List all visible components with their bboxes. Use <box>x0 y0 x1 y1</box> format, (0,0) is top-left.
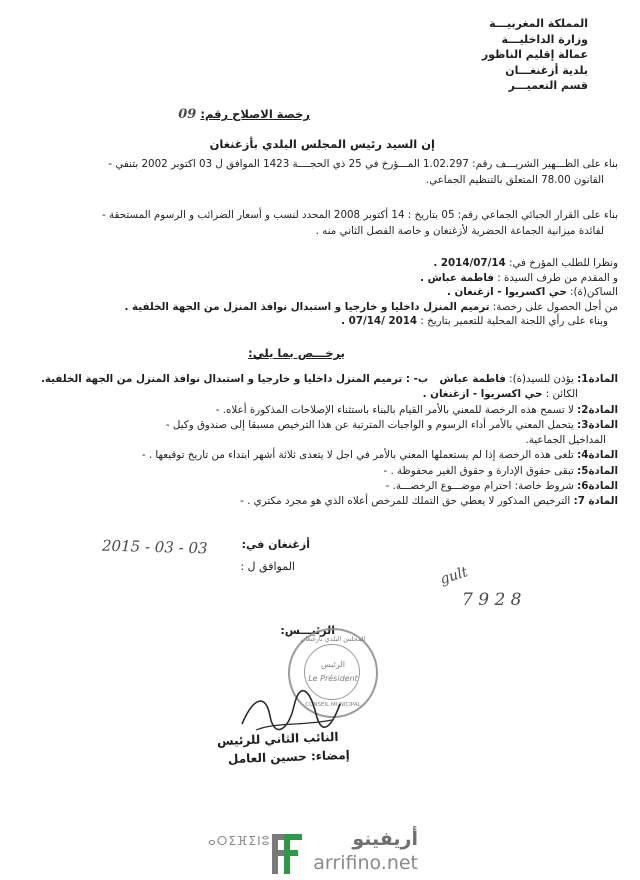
article-2-label: المادة2: <box>577 403 618 416</box>
article-7-bullet <box>240 495 618 507</box>
article-4-text: تلغى هذه الرخصة إذا لم يستعملها المعني بالأمر في اجل لا يتعدى ثلاثة أشهر ابتداء من تاريخ توقيعها . <box>148 449 574 462</box>
handwritten-note-number: 7 9 2 8 <box>462 590 522 610</box>
article-5-bullet <box>383 465 618 477</box>
president-heading: إن السيد رئيس المجلس البلدي بأزغنغان <box>209 137 435 151</box>
article-2-bullet <box>216 404 618 416</box>
letterhead-line-province: عمالة إقليم الناظور <box>481 48 588 61</box>
resident-line <box>28 285 618 300</box>
letterhead <box>418 16 588 94</box>
purpose-value: ترميم المنزل داخليا و خارجيا و استبدال نوافذ المنزل من الجهة الخلفية . <box>124 300 490 313</box>
article-1-place-label: الكائن : <box>545 388 578 401</box>
letterhead-line-department: قسم التعميـــر <box>508 79 588 92</box>
request-date-line <box>28 256 618 271</box>
letterhead-line-kingdom: المملكة المغربيـــة <box>489 17 588 30</box>
watermark-arabic: أريفينو <box>352 828 418 850</box>
article-6-bullet <box>386 480 618 492</box>
article-1-label: المادة1: <box>577 373 618 385</box>
article-4-bullet <box>142 449 618 461</box>
request-label: ونظرا للطلب المؤرخ في: <box>508 257 618 269</box>
request-block <box>28 256 618 329</box>
preamble-dahir-line-2: القانون 78.00 المتعلق بالتنظيم الجماعي. <box>425 174 604 186</box>
article-4-label: المادة4: <box>577 449 618 462</box>
article-6-text: شروط خاصة: احترام موضـــوع الرخصـــة. <box>392 480 574 493</box>
article-5 <box>28 464 618 479</box>
watermark-latin: arrifino.net <box>313 852 418 874</box>
article-7-text: الترخيص المذكور لا يعطي حق التملك للمرخص أعلاه الذي هو مجرد مكتري . <box>247 495 571 508</box>
article-3-bullet <box>166 419 618 431</box>
article-2-text: لا تسمح هذه الرخصة للمعني بالأمر القيام بالبناء باستثناء الإصلاحات المذكورة أعلاه. <box>222 403 574 416</box>
article-5-label: المادة5: <box>577 464 618 477</box>
site-watermark <box>208 828 418 878</box>
article-6-label: المادة6: <box>577 480 618 493</box>
preamble-dahir <box>28 156 618 188</box>
articles <box>28 372 618 510</box>
preamble-fiscal-line-2: لفائدة ميزانية الجماعة الحضرية لأزغنغان و خاصة الفصل الثاني منه . <box>315 225 604 237</box>
resident-label: الساكن(ة): <box>570 286 618 298</box>
resident-value: حي اكسريوا - ازغنغان . <box>446 286 567 298</box>
article-1-place-value: حي اكسريوا - ازغنغان . <box>422 388 543 401</box>
article-2 <box>28 403 618 418</box>
watermark-tifinagh: ⴰⵔⵉⴼⵉⵏⵓ <box>208 834 271 848</box>
article-1-place <box>28 387 618 402</box>
committee-text: وبناء على رأي اللجنة المحلية للتعمير بتاريخ : <box>420 315 608 327</box>
article-5-text: تبقى حقوق الإدارة و حقوق الغير محفوظة . <box>390 464 574 477</box>
preamble-dahir-line-1 <box>28 156 618 172</box>
preamble-fiscal-text-1: بناء على القرار الجبائي الجماعي رقم: 05 بتاريخ : 14 أكتوبر 2008 المحدد لنسب و أسعار الضرائب و الرسوم المستحقة - <box>102 209 618 221</box>
article-3-text-1: يتحمل المعني بالأمر أداء الرسوم و الواجبات المترتبة عن هذا الترخيص مسبقا إلى صندوق وكيل <box>172 418 574 431</box>
preamble-fiscal-line-1 <box>28 207 618 223</box>
article-3-label: المادة3: <box>577 418 618 431</box>
stamp-center-fr: Le Président <box>308 674 358 683</box>
document-title <box>178 107 310 122</box>
article-7-label: المادة 7: <box>573 495 618 508</box>
title-number: 09 <box>178 107 197 122</box>
letterhead-line-ministry: وزارة الداخليـــة <box>501 32 588 46</box>
handwritten-date: 2015 - 03 - 03 <box>101 536 208 558</box>
applicant-line <box>28 271 618 286</box>
stamp-text-bottom: CONSEIL MUNICIPAL <box>305 702 361 708</box>
president-label: الرئيـــس: <box>280 624 335 637</box>
article-1 <box>28 372 618 387</box>
watermark-logo-icon <box>270 832 304 876</box>
committee-line <box>28 314 618 329</box>
article-1-text: يؤذن للسيد(ة): <box>509 373 574 385</box>
stamp-text-top: المجلس البلدي بأزغنغان <box>300 635 366 643</box>
preamble-dahir-text-1: بناء على الظـــهير الشريـــف رقم: 1.02.297 المـــؤرخ في 25 ذي الحجــــة 1423 الموافق ل 03 اكتوبر 2002 بتنفي - <box>108 158 618 170</box>
licenses-heading: يرخـــص بما يلي: <box>248 346 345 360</box>
applicant-name: فاطمة عباش . <box>420 271 494 284</box>
purpose-line <box>28 300 618 315</box>
place-date-label: أزغنغان في: <box>241 538 310 551</box>
applicant-label: و المقدم من طرف السيدة : <box>497 271 618 284</box>
preamble-fiscal <box>28 207 618 239</box>
request-date: 2014/07/14 . <box>433 257 506 269</box>
letterhead-line-municipality: بلدية أزغنغـــان <box>505 63 588 77</box>
article-1-name: فاطمة عباش <box>439 373 506 385</box>
article-7 <box>28 494 618 509</box>
stamp-center-ar: الرئيس <box>321 660 345 669</box>
handwritten-note-initial: gult <box>438 564 470 588</box>
signature-line-1: النائب الثاني للرئيس <box>216 729 339 749</box>
committee-date: 2014 /07/14 . <box>341 315 418 327</box>
article-3-text-2: المداخيل الجماعية. <box>525 434 606 447</box>
corresponding-label: الموافق ل : <box>240 560 295 573</box>
purpose-label: من أجل الحصول على رخصة: <box>492 300 618 313</box>
article-1-object: ب- : ترميم المنزل داخليا و خارجيا و استبدال نوافذ المنزل من الجهة الخلفية. <box>40 373 429 385</box>
signature-line-2: إمضاء: حسين العامل <box>228 747 351 767</box>
article-6 <box>28 479 618 494</box>
article-3 <box>28 418 618 433</box>
article-4 <box>28 448 618 463</box>
title-label: رخصة الاصلاح رقم: <box>200 107 310 121</box>
